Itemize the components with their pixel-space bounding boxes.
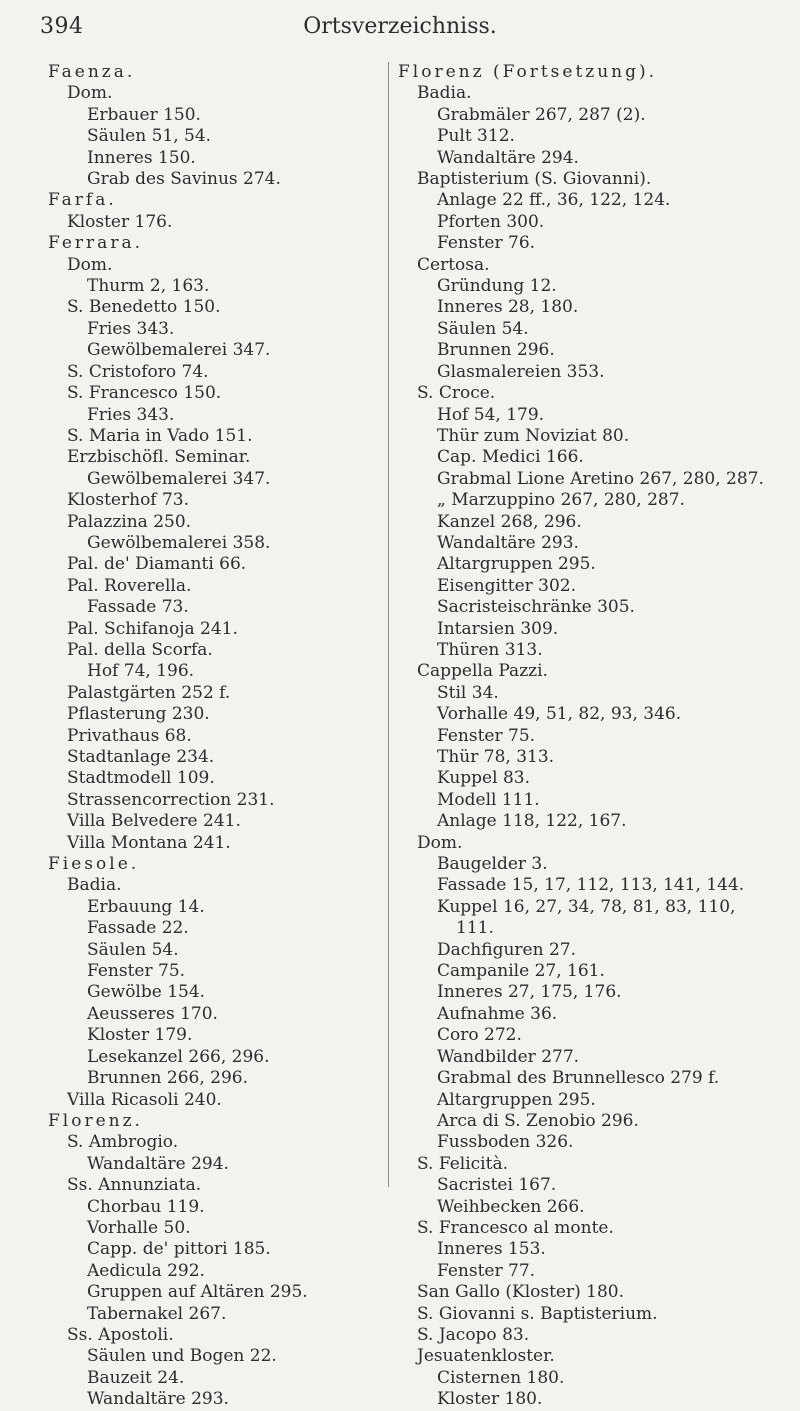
index-entry: S. Jacopo 83. [417, 1324, 530, 1345]
index-entry: Dom. [67, 254, 113, 275]
index-entry: Privathaus 68. [67, 725, 192, 746]
index-entry: Gewölbemalerei 358. [87, 532, 271, 553]
index-entry: Pult 312. [437, 126, 515, 147]
index-entry: Thür zum Noviziat 80. [437, 425, 630, 446]
index-entry: Baptisterium (S. Giovanni). [417, 169, 652, 190]
index-entry: Fenster 75. [87, 961, 186, 982]
index-entry: Lesekanzel 266, 296. [87, 1046, 270, 1067]
index-entry: Erbauung 14. [87, 896, 205, 917]
index-heading: Florenz (Fortsetzung). [398, 62, 658, 82]
index-entry: Hof 74, 196. [87, 661, 195, 682]
index-entry: Strassencorrection 231. [67, 789, 275, 810]
index-entry: Wandaltäre 294. [437, 147, 579, 168]
index-entry: San Gallo (Kloster) 180. [417, 1282, 624, 1303]
index-entry: Weihbecken 266. [437, 1196, 585, 1217]
index-entry: Aeusseres 170. [87, 1003, 218, 1024]
index-entry: Stadtanlage 234. [67, 747, 215, 767]
index-entry: Bauzeit 24. [87, 1367, 185, 1388]
index-entry: Inneres 150. [87, 147, 196, 168]
index-entry: Fassade 22. [87, 918, 189, 939]
index-entry: Fenster 77. [437, 1260, 536, 1281]
index-entry: Fries 343. [87, 318, 175, 339]
index-entry: 111. [456, 918, 494, 939]
index-entry: Hof 54, 179. [437, 404, 545, 425]
index-entry: Tabernakel 267. [87, 1303, 227, 1324]
column-divider [388, 62, 389, 1187]
index-entry: Sacristeischränke 305. [437, 597, 635, 618]
index-entry: Grabmal des Brunnellesco 279 f. [437, 1068, 720, 1089]
index-entry: Kuppel 83. [437, 768, 530, 789]
index-entry: Wandbilder 277. [437, 1046, 580, 1067]
index-entry: Brunnen 296. [437, 340, 555, 361]
page-number: 394 [40, 14, 84, 39]
index-entry: Jesuatenkloster. [417, 1346, 555, 1367]
index-entry: Eisengitter 302. [437, 575, 577, 596]
index-entry: Grabmäler 267, 287 (2). [437, 104, 646, 125]
index-column-left [48, 62, 378, 1411]
index-entry: Arca di S. Zenobio 296. [437, 1110, 639, 1131]
index-entry: Fries 343. [87, 404, 175, 425]
index-entry: Brunnen 266, 296. [87, 1068, 248, 1089]
index-entry: Glasmalereien 353. [437, 361, 605, 382]
index-entry: Palazzina 250. [67, 511, 192, 532]
index-entry: Gewölbemalerei 347. [87, 468, 271, 489]
index-entry: Villa Belvedere 241. [67, 811, 241, 832]
index-entry: Coro 272. [437, 1025, 522, 1046]
index-entry: S. Felicità. [417, 1153, 508, 1174]
index-entry: Villa Montana 241. [67, 832, 231, 853]
index-entry: Capp. de' pittori 185. [87, 1239, 271, 1260]
index-entry: Klosterhof 73. [67, 490, 190, 511]
index-entry: Stil 34. [437, 682, 499, 703]
index-entry: Grab des Savinus 274. [87, 169, 281, 190]
index-entry: Campanile 27, 161. [437, 961, 605, 982]
index-entry: Badia. [67, 875, 122, 896]
index-entry: Anlage 118, 122, 167. [437, 811, 627, 832]
index-entry: Pal. Roverella. [67, 575, 192, 596]
index-entry: Grabmal Lione Aretino 267, 280, 287. [437, 468, 764, 489]
index-entry: S. Giovanni s. Baptisterium. [417, 1303, 658, 1324]
index-entry: Thurm 2, 163. [87, 276, 210, 297]
index-entry: Intarsien 309. [437, 618, 559, 639]
index-entry: Ss. Apostoli. [67, 1324, 174, 1345]
index-entry: S. Maria in Vado 151. [67, 425, 253, 446]
index-entry: Gewölbe 154. [87, 982, 206, 1003]
index-heading: Faenza. [48, 62, 136, 82]
index-entry: Pal. della Scorfa. [67, 639, 213, 660]
index-heading: Fiesole. [48, 854, 140, 875]
index-entry: Pal. Schifanoja 241. [67, 618, 238, 639]
index-entry: Säulen 54. [87, 939, 179, 960]
index-entry: Villa Ricasoli 240. [67, 1089, 222, 1110]
index-entry: S. Benedetto 150. [67, 297, 221, 318]
index-entry: Cap. Medici 166. [437, 447, 584, 468]
index-heading: Farfa. [48, 190, 117, 211]
index-entry: Gewölbemalerei 347. [87, 340, 271, 361]
running-head: Ortsverzeichniss. [303, 14, 497, 39]
index-entry: S. Croce. [417, 383, 496, 404]
index-entry: Cappella Pazzi. [417, 661, 548, 682]
index-entry: Dom. [417, 832, 463, 853]
index-entry: Baugelder 3. [437, 854, 548, 875]
index-entry: Säulen 51, 54. [87, 126, 212, 147]
index-entry: „ Marzuppino 267, 280, 287. [437, 490, 685, 511]
index-entry: Wandaltäre 293. [87, 1389, 229, 1410]
index-entry: Aedicula 292. [87, 1260, 205, 1281]
index-entry: Cisternen 180. [437, 1367, 565, 1388]
index-entry: Kloster 179. [87, 1025, 193, 1046]
index-entry: Modell 111. [437, 789, 540, 810]
index-entry: Pal. de' Diamanti 66. [67, 554, 247, 575]
index-entry: Stadtmodell 109. [67, 768, 215, 789]
index-entry: Gründung 12. [437, 276, 557, 297]
index-entry: Inneres 28, 180. [437, 297, 579, 318]
index-entry: Vorhalle 49, 51, 82, 93, 346. [437, 704, 682, 725]
index-entry: S. Francesco al monte. [417, 1217, 614, 1238]
index-entry: Säulen 54. [437, 318, 529, 339]
index-entry: S. Cristoforo 74. [67, 361, 209, 382]
index-entry: Thür 78, 313. [437, 747, 555, 767]
index-entry: Badia. [417, 83, 472, 104]
index-entry: Dom. [67, 83, 113, 104]
index-entry: Erzbischöfl. Seminar. [67, 447, 251, 468]
index-entry: Chorbau 119. [87, 1196, 205, 1217]
index-entry: Wandaltäre 293. [437, 532, 579, 553]
index-entry: Fussboden 326. [437, 1132, 574, 1153]
index-entry: Säulen und Bogen 22. [87, 1346, 277, 1367]
index-entry: Aufnahme 36. [437, 1003, 558, 1024]
index-entry: Sacristei 167. [437, 1175, 557, 1196]
index-heading: Ferrara. [48, 233, 143, 254]
index-entry: Kloster 180. [437, 1389, 543, 1410]
index-entry: Wandaltäre 294. [87, 1153, 229, 1174]
index-entry: Fassade 15, 17, 112, 113, 141, 144. [437, 875, 745, 896]
index-entry: Pflasterung 230. [67, 704, 210, 725]
index-entry: Erbauer 150. [87, 104, 201, 125]
index-entry: Anlage 22 ff., 36, 122, 124. [437, 190, 671, 211]
index-entry: Fenster 75. [437, 725, 536, 746]
index-heading: Florenz. [48, 1110, 143, 1131]
index-entry: Inneres 153. [437, 1239, 546, 1260]
index-entry: Ss. Annunziata. [67, 1175, 202, 1196]
index-entry: Dachfiguren 27. [437, 939, 576, 960]
index-entry: Gruppen auf Altären 295. [87, 1282, 308, 1303]
index-column-right [398, 62, 793, 1411]
index-entry: Fassade 73. [87, 597, 189, 618]
index-entry: Palastgärten 252 f. [67, 682, 231, 703]
index-entry: Kloster 176. [67, 211, 173, 232]
index-entry: Altargruppen 295. [437, 554, 596, 575]
index-entry: Certosa. [417, 254, 490, 275]
index-entry: Thüren 313. [437, 639, 543, 660]
index-entry: Pforten 300. [437, 211, 545, 232]
index-entry: Kanzel 268, 296. [437, 511, 582, 532]
index-entry: Fenster 76. [437, 233, 536, 254]
index-entry: Altargruppen 295. [437, 1089, 596, 1110]
index-entry: S. Ambrogio. [67, 1132, 179, 1153]
index-entry: Kuppel 16, 27, 34, 78, 81, 83, 110, [437, 896, 736, 917]
index-entry: Inneres 27, 175, 176. [437, 982, 622, 1003]
index-entry: Vorhalle 50. [87, 1217, 191, 1238]
index-entry: S. Francesco 150. [67, 383, 222, 404]
